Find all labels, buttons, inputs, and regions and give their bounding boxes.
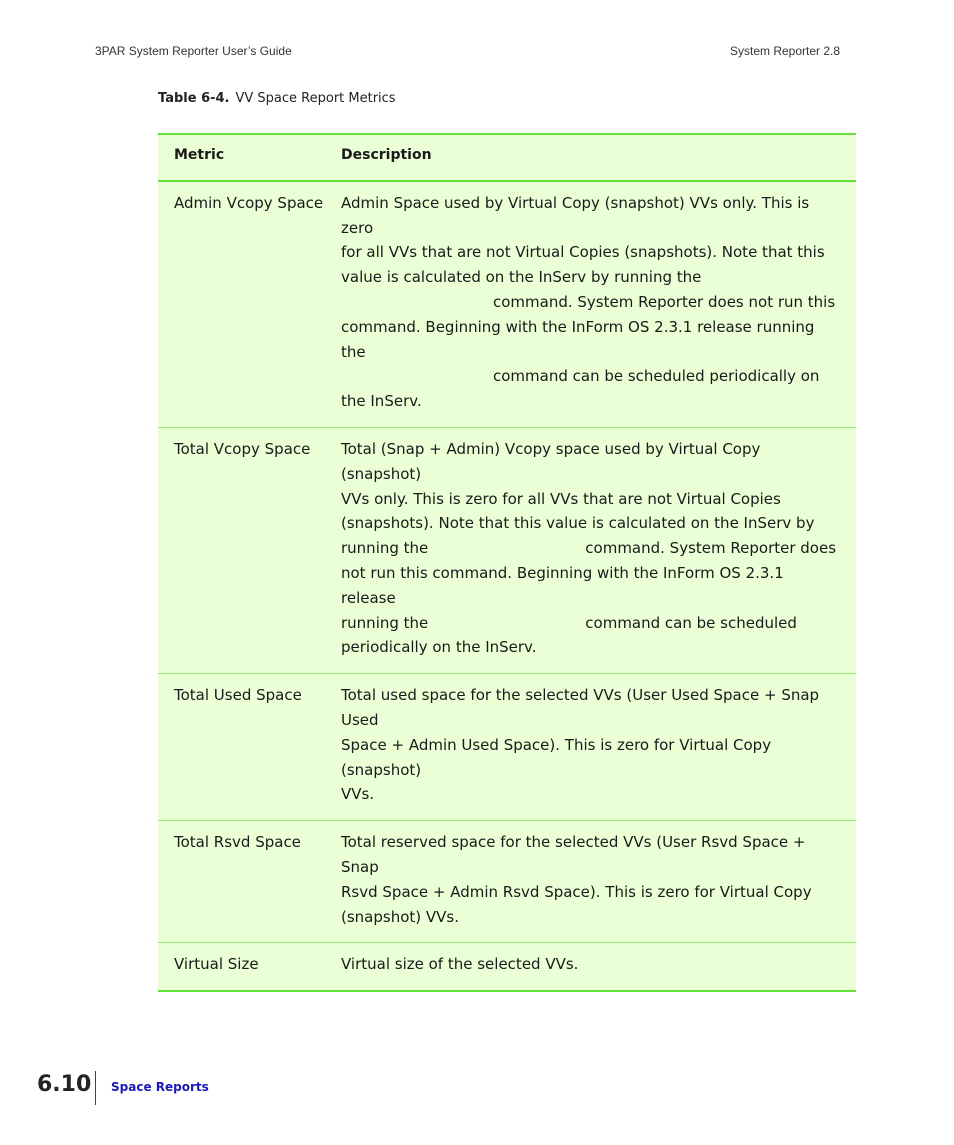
metric-description: Total used space for the selected VVs (User Used Space + Snap Used Space + Admin Used Space). This is zero for Virtual Copy (snapshot) VVs.: [341, 686, 820, 804]
table-caption-title: VV Space Report Metrics: [235, 91, 396, 106]
table-header-row: [158, 134, 856, 181]
metric-description: Total (Snap + Admin) Vcopy space used by Virtual Copy (snapshot) VVs only. This is zero for all VVs that are not Virtual Copies (snapshots). Note that this value is calculated on the InServ by running the command. System Reporter does not run this command. Beginning with the InForm OS 2.3.1 release running the command can be scheduled periodically on the InServ.: [341, 439, 837, 657]
table-row: [158, 674, 856, 821]
metric-name: Total Rsvd Space: [174, 833, 301, 852]
table-row: [158, 943, 856, 991]
metrics-table: [158, 133, 856, 992]
metric-name: Total Used Space: [174, 686, 302, 705]
column-header-metric: Metric: [174, 147, 225, 163]
metric-description: Total reserved space for the selected VVs (User Rsvd Space + Snap Rsvd Space + Admin Rsvd Space). This is zero for Virtual Copy (snapshot) VVs.: [341, 833, 812, 926]
metric-description: Virtual size of the selected VVs.: [341, 955, 579, 974]
table-row: [158, 821, 856, 943]
page-number: 6.10: [37, 1072, 92, 1097]
running-header-title: 3PAR System Reporter User’s Guide: [95, 44, 292, 58]
table-row: [158, 427, 856, 673]
metric-name: Admin Vcopy Space: [174, 193, 324, 212]
footer-divider: [95, 1071, 96, 1105]
column-header-description: Description: [341, 147, 432, 163]
metric-name: Virtual Size: [174, 955, 259, 974]
table-caption-label: Table 6-4.: [158, 91, 230, 106]
table-row: [158, 181, 856, 428]
running-header-version: System Reporter 2.8: [730, 44, 841, 58]
footer-section-title: Space Reports: [111, 1080, 209, 1094]
metric-name: Total Vcopy Space: [174, 439, 311, 458]
metric-description: Admin Space used by Virtual Copy (snapshot) VVs only. This is zero for all VVs that are not Virtual Copies (snapshots). Note that this value is calculated on the InServ by running the command. System Reporter does not run this command. Beginning with the InForm OS 2.3.1 release running the command can be scheduled periodically on the InServ.: [341, 193, 836, 411]
table-caption: [158, 91, 396, 106]
